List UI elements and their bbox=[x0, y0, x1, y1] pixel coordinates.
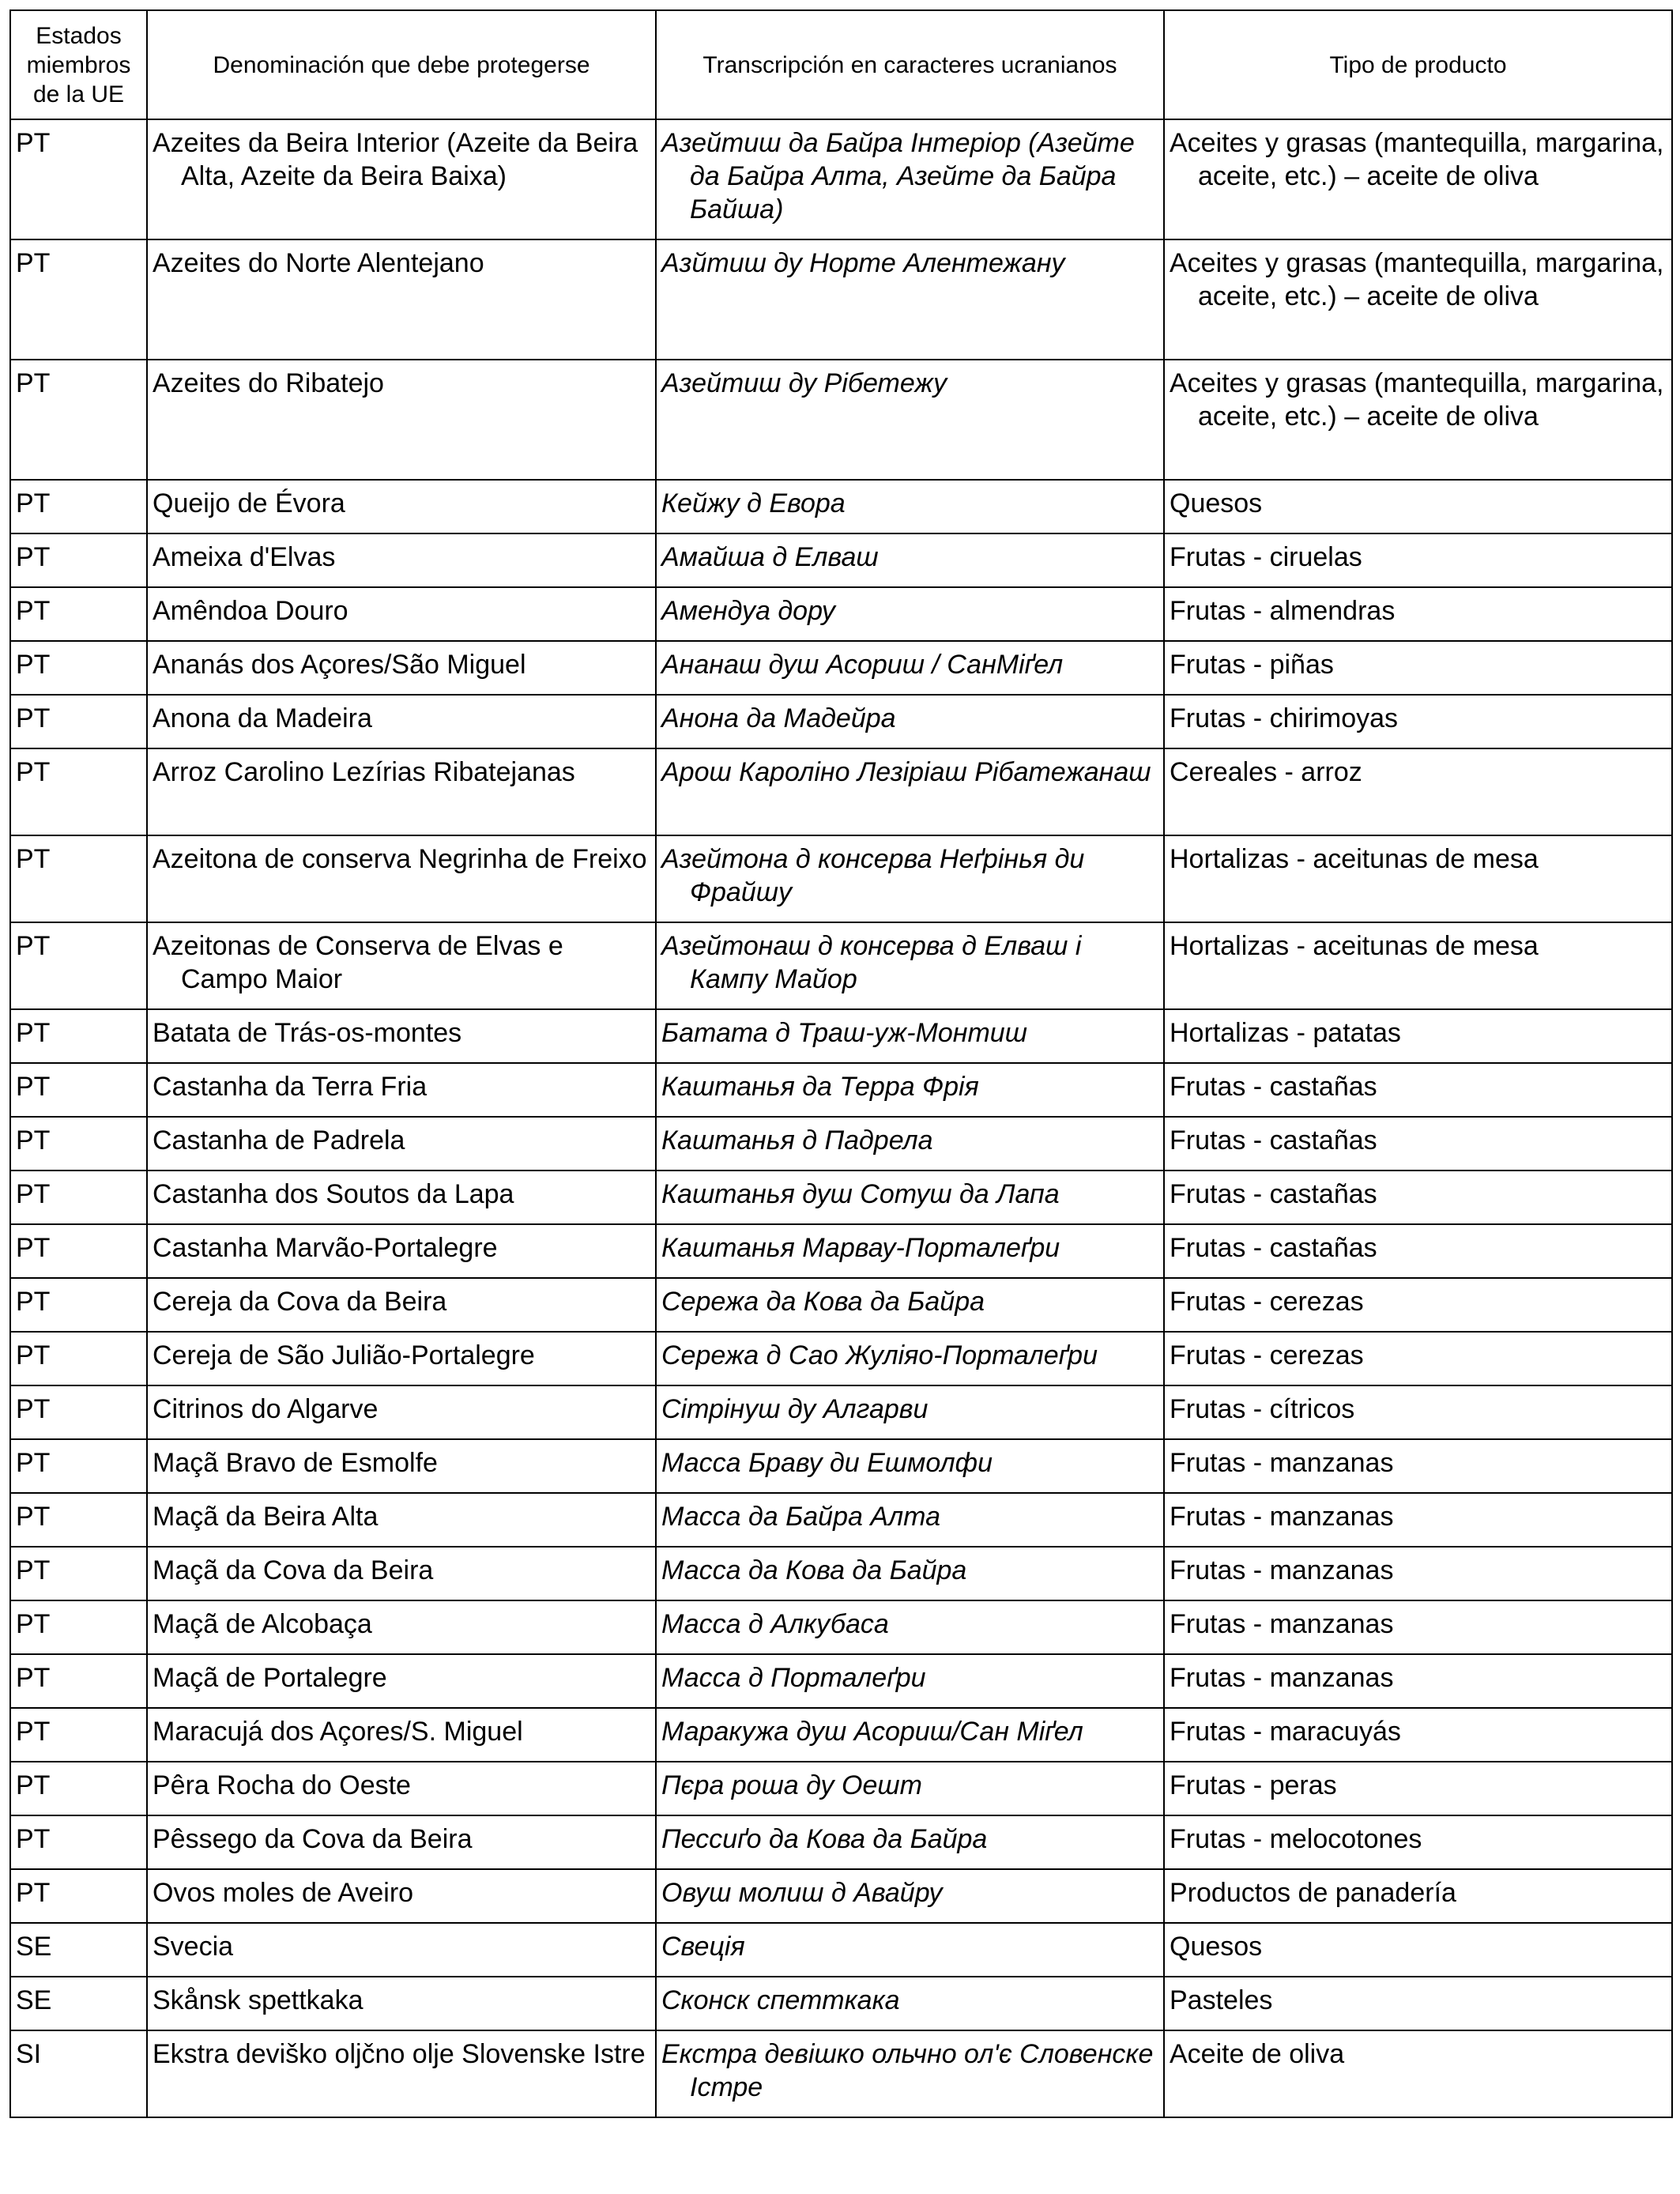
transcription-cell: Ананаш душ Асориш / СанМіґел bbox=[656, 641, 1164, 695]
member-state-cell: SE bbox=[10, 1923, 147, 1977]
denomination-cell: Castanha dos Soutos da Lapa bbox=[147, 1171, 656, 1224]
product-type-cell: Hortalizas - aceitunas de mesa bbox=[1164, 922, 1672, 1009]
header-denomination: Denominación que debe protegerse bbox=[147, 10, 656, 119]
transcription-cell: Каштанья да Терра Фрія bbox=[656, 1063, 1164, 1117]
table-row bbox=[10, 1762, 1672, 1815]
product-type-cell: Frutas - ciruelas bbox=[1164, 533, 1672, 587]
member-state-cell: PT bbox=[10, 1762, 147, 1815]
transcription-cell: Сережа д Сао Жуліяо-Порталеґри bbox=[656, 1332, 1164, 1385]
transcription-cell: Батата д Траш-уж-Монтиш bbox=[656, 1009, 1164, 1063]
denomination-cell: Pêssego da Cova da Beira bbox=[147, 1815, 656, 1869]
member-state-cell: PT bbox=[10, 641, 147, 695]
denomination-cell: Azeitonas de Conserva de Elvas e Campo Maior bbox=[147, 922, 656, 1009]
member-state-cell: PT bbox=[10, 587, 147, 641]
table-row bbox=[10, 480, 1672, 533]
denomination-cell: Maçã da Cova da Beira bbox=[147, 1547, 656, 1600]
member-state-cell: PT bbox=[10, 695, 147, 748]
product-type-cell: Hortalizas - aceitunas de mesa bbox=[1164, 835, 1672, 922]
product-type-cell: Frutas - cerezas bbox=[1164, 1332, 1672, 1385]
product-type-cell: Frutas - manzanas bbox=[1164, 1654, 1672, 1708]
denomination-cell: Ameixa d'Elvas bbox=[147, 533, 656, 587]
product-type-cell: Aceite de oliva bbox=[1164, 2030, 1672, 2117]
denomination-cell: Anona da Madeira bbox=[147, 695, 656, 748]
denomination-cell: Azeitona de conserva Negrinha de Freixo bbox=[147, 835, 656, 922]
transcription-cell: Пєра роша ду Оешт bbox=[656, 1762, 1164, 1815]
table-row bbox=[10, 695, 1672, 748]
product-type-cell: Hortalizas - patatas bbox=[1164, 1009, 1672, 1063]
member-state-cell: PT bbox=[10, 1224, 147, 1278]
product-type-cell: Aceites y grasas (mantequilla, margarina, aceite, etc.) – aceite de oliva bbox=[1164, 360, 1672, 480]
transcription-cell: Маракужа душ Асориш/Сан Міґел bbox=[656, 1708, 1164, 1762]
member-state-cell: PT bbox=[10, 1493, 147, 1547]
member-state-cell: PT bbox=[10, 835, 147, 922]
member-state-cell: PT bbox=[10, 1063, 147, 1117]
table-row bbox=[10, 1977, 1672, 2030]
denomination-cell: Maçã da Beira Alta bbox=[147, 1493, 656, 1547]
member-state-cell: PT bbox=[10, 533, 147, 587]
product-type-cell: Frutas - melocotones bbox=[1164, 1815, 1672, 1869]
denomination-cell: Skånsk spettkaka bbox=[147, 1977, 656, 2030]
table-row bbox=[10, 1278, 1672, 1332]
member-state-cell: PT bbox=[10, 360, 147, 480]
denomination-cell: Ekstra deviško oljčno olje Slovenske Istre bbox=[147, 2030, 656, 2117]
denomination-cell: Amêndoa Douro bbox=[147, 587, 656, 641]
product-type-cell: Frutas - cerezas bbox=[1164, 1278, 1672, 1332]
product-type-cell: Productos de panadería bbox=[1164, 1869, 1672, 1923]
member-state-cell: PT bbox=[10, 748, 147, 835]
transcription-cell: Амендуа дору bbox=[656, 587, 1164, 641]
product-type-cell: Quesos bbox=[1164, 480, 1672, 533]
table-row bbox=[10, 1547, 1672, 1600]
denomination-cell: Citrinos do Algarve bbox=[147, 1385, 656, 1439]
denomination-cell: Queijo de Évora bbox=[147, 480, 656, 533]
product-type-cell: Cereales - arroz bbox=[1164, 748, 1672, 835]
header-row bbox=[10, 10, 1672, 119]
transcription-cell: Азейтиш ду Рібетежу bbox=[656, 360, 1164, 480]
transcription-cell: Пессиґо да Кова да Байра bbox=[656, 1815, 1164, 1869]
denomination-cell: Cereja da Cova da Beira bbox=[147, 1278, 656, 1332]
denomination-cell: Maracujá dos Açores/S. Miguel bbox=[147, 1708, 656, 1762]
member-state-cell: PT bbox=[10, 119, 147, 239]
transcription-cell: Азейтона д консерва Неґрінья ди Фрайшу bbox=[656, 835, 1164, 922]
denomination-cell: Maçã de Alcobaça bbox=[147, 1600, 656, 1654]
denomination-cell: Ovos moles de Aveiro bbox=[147, 1869, 656, 1923]
transcription-cell: Сконск спетткака bbox=[656, 1977, 1164, 2030]
member-state-cell: SE bbox=[10, 1977, 147, 2030]
transcription-cell: Масса д Алкубаса bbox=[656, 1600, 1164, 1654]
table-row bbox=[10, 1332, 1672, 1385]
member-state-cell: PT bbox=[10, 1600, 147, 1654]
product-type-cell: Aceites y grasas (mantequilla, margarina, aceite, etc.) – aceite de oliva bbox=[1164, 239, 1672, 360]
product-type-cell: Frutas - cítricos bbox=[1164, 1385, 1672, 1439]
denomination-cell: Pêra Rocha do Oeste bbox=[147, 1762, 656, 1815]
transcription-cell: Свеція bbox=[656, 1923, 1164, 1977]
denomination-cell: Azeites do Ribatejo bbox=[147, 360, 656, 480]
product-type-cell: Frutas - almendras bbox=[1164, 587, 1672, 641]
table-row bbox=[10, 1171, 1672, 1224]
member-state-cell: PT bbox=[10, 1171, 147, 1224]
table-row bbox=[10, 1385, 1672, 1439]
table-row bbox=[10, 1654, 1672, 1708]
header-ukrainian-transcription: Transcripción en caracteres ucranianos bbox=[656, 10, 1164, 119]
product-type-cell: Frutas - castañas bbox=[1164, 1224, 1672, 1278]
denomination-cell: Azeites da Beira Interior (Azeite da Beira Alta, Azeite da Beira Baixa) bbox=[147, 119, 656, 239]
table-row bbox=[10, 835, 1672, 922]
member-state-cell: PT bbox=[10, 1439, 147, 1493]
member-state-cell: PT bbox=[10, 1385, 147, 1439]
table-row bbox=[10, 533, 1672, 587]
transcription-cell: Сережа да Кова да Байра bbox=[656, 1278, 1164, 1332]
transcription-cell: Масса д Порталеґри bbox=[656, 1654, 1164, 1708]
transcription-cell: Анона да Мадейра bbox=[656, 695, 1164, 748]
product-type-cell: Frutas - chirimoyas bbox=[1164, 695, 1672, 748]
product-type-cell: Frutas - piñas bbox=[1164, 641, 1672, 695]
product-type-cell: Frutas - manzanas bbox=[1164, 1547, 1672, 1600]
transcription-cell: Арош Кароліно Лезіріаш Рібатежанаш bbox=[656, 748, 1164, 835]
table-row bbox=[10, 1708, 1672, 1762]
denomination-cell: Azeites do Norte Alentejano bbox=[147, 239, 656, 360]
product-type-cell: Frutas - peras bbox=[1164, 1762, 1672, 1815]
table-row bbox=[10, 587, 1672, 641]
product-type-cell: Frutas - castañas bbox=[1164, 1117, 1672, 1171]
product-type-cell: Frutas - maracuyás bbox=[1164, 1708, 1672, 1762]
denomination-cell: Svecia bbox=[147, 1923, 656, 1977]
denomination-cell: Cereja de São Julião-Portalegre bbox=[147, 1332, 656, 1385]
table-row bbox=[10, 1869, 1672, 1923]
product-type-cell: Pasteles bbox=[1164, 1977, 1672, 2030]
transcription-cell: Каштанья д Падрела bbox=[656, 1117, 1164, 1171]
product-type-cell: Quesos bbox=[1164, 1923, 1672, 1977]
table-row bbox=[10, 1117, 1672, 1171]
table-row bbox=[10, 1009, 1672, 1063]
member-state-cell: PT bbox=[10, 480, 147, 533]
transcription-cell: Азейтиш да Байра Інтеріор (Азейте да Байра Алта, Азейте да Байра Байша) bbox=[656, 119, 1164, 239]
product-type-cell: Frutas - castañas bbox=[1164, 1063, 1672, 1117]
table-row bbox=[10, 748, 1672, 835]
table-row bbox=[10, 239, 1672, 360]
member-state-cell: PT bbox=[10, 1547, 147, 1600]
denomination-cell: Maçã de Portalegre bbox=[147, 1654, 656, 1708]
member-state-cell: PT bbox=[10, 922, 147, 1009]
table-header bbox=[10, 10, 1672, 119]
table-row bbox=[10, 1439, 1672, 1493]
member-state-cell: PT bbox=[10, 1332, 147, 1385]
transcription-cell: Амайша д Елваш bbox=[656, 533, 1164, 587]
product-type-cell: Frutas - manzanas bbox=[1164, 1439, 1672, 1493]
table-row bbox=[10, 641, 1672, 695]
product-type-cell: Frutas - manzanas bbox=[1164, 1600, 1672, 1654]
member-state-cell: PT bbox=[10, 1278, 147, 1332]
denomination-cell: Batata de Trás-os-montes bbox=[147, 1009, 656, 1063]
member-state-cell: PT bbox=[10, 1708, 147, 1762]
member-state-cell: SI bbox=[10, 2030, 147, 2117]
table-row bbox=[10, 2030, 1672, 2117]
product-type-cell: Frutas - castañas bbox=[1164, 1171, 1672, 1224]
transcription-cell: Каштанья Марвау-Порталеґри bbox=[656, 1224, 1164, 1278]
denomination-cell: Arroz Carolino Lezírias Ribatejanas bbox=[147, 748, 656, 835]
transcription-cell: Масса да Байра Алта bbox=[656, 1493, 1164, 1547]
transcription-cell: Масса да Кова да Байра bbox=[656, 1547, 1164, 1600]
table-row bbox=[10, 1600, 1672, 1654]
table-row bbox=[10, 1493, 1672, 1547]
table-body bbox=[10, 119, 1672, 2117]
transcription-cell: Екстра девішко ольчно ол'є Словенске Істре bbox=[656, 2030, 1164, 2117]
denomination-cell: Castanha da Terra Fria bbox=[147, 1063, 656, 1117]
product-type-cell: Aceites y grasas (mantequilla, margarina, aceite, etc.) – aceite de oliva bbox=[1164, 119, 1672, 239]
transcription-cell: Кейжу д Евора bbox=[656, 480, 1164, 533]
denomination-cell: Ananás dos Açores/São Miguel bbox=[147, 641, 656, 695]
transcription-cell: Каштанья душ Сотуш да Лапа bbox=[656, 1171, 1164, 1224]
denomination-cell: Castanha de Padrela bbox=[147, 1117, 656, 1171]
member-state-cell: PT bbox=[10, 239, 147, 360]
header-member-states: Estados miembros de la UE bbox=[10, 10, 147, 119]
table-row bbox=[10, 1815, 1672, 1869]
table-row bbox=[10, 119, 1672, 239]
member-state-cell: PT bbox=[10, 1654, 147, 1708]
product-type-cell: Frutas - manzanas bbox=[1164, 1493, 1672, 1547]
member-state-cell: PT bbox=[10, 1815, 147, 1869]
geographical-indications-table bbox=[9, 9, 1673, 2118]
denomination-cell: Maçã Bravo de Esmolfe bbox=[147, 1439, 656, 1493]
transcription-cell: Овуш молиш д Авайру bbox=[656, 1869, 1164, 1923]
table-row bbox=[10, 360, 1672, 480]
member-state-cell: PT bbox=[10, 1117, 147, 1171]
header-product-type: Tipo de producto bbox=[1164, 10, 1672, 119]
transcription-cell: Сітрінуш ду Алгарви bbox=[656, 1385, 1164, 1439]
member-state-cell: PT bbox=[10, 1869, 147, 1923]
table-row bbox=[10, 922, 1672, 1009]
denomination-cell: Castanha Marvão-Portalegre bbox=[147, 1224, 656, 1278]
transcription-cell: Масса Браву ди Ешмолфи bbox=[656, 1439, 1164, 1493]
table-row bbox=[10, 1063, 1672, 1117]
table-row bbox=[10, 1224, 1672, 1278]
transcription-cell: Азйтиш ду Норте Алентежану bbox=[656, 239, 1164, 360]
member-state-cell: PT bbox=[10, 1009, 147, 1063]
table-row bbox=[10, 1923, 1672, 1977]
transcription-cell: Азейтонаш д консерва д Елваш і Кампу Майор bbox=[656, 922, 1164, 1009]
